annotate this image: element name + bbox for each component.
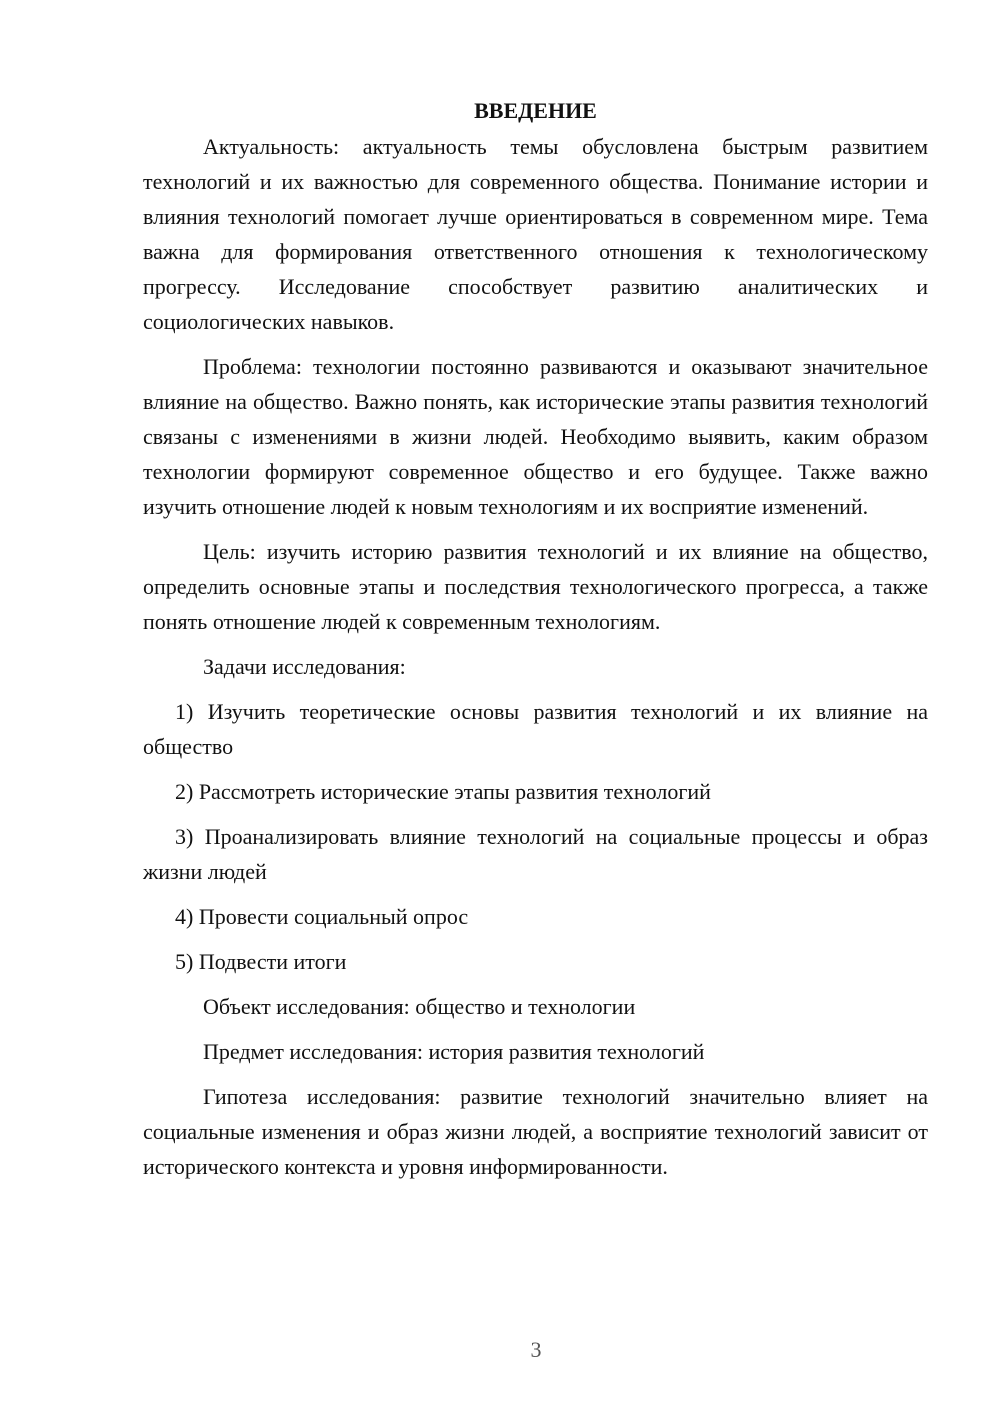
tasks-list <box>143 694 928 979</box>
relevance-paragraph: Актуальность: актуальность темы обусловлена быстрым развитием технологий и их важностью для современного общества. Понимание истории и влияния технологий помогает лучше ориентироваться в современном мире. Тема важна для формирования ответственного отношения к технологическому прогрессу. Исследование способствует развитию аналитических и социологических навыков. <box>143 134 928 334</box>
page-number: 3 <box>530 1337 542 1362</box>
page-title: ВВЕДЕНИЕ <box>474 98 597 123</box>
subject-paragraph: Предмет исследования: история развития технологий <box>203 1039 705 1064</box>
task-item: 2) Рассмотреть исторические этапы развития технологий <box>175 779 711 804</box>
hypothesis-paragraph: Гипотеза исследования: развитие технологий значительно влияет на социальные изменения и образ жизни людей, а восприятие технологий зависит от исторического контекста и уровня информированности. <box>143 1084 928 1179</box>
object-paragraph: Объект исследования: общество и технологии <box>203 994 636 1019</box>
task-item: 3) Проанализировать влияние технологий на социальные процессы и образ жизни людей <box>143 824 928 884</box>
task-item: 1) Изучить теоретические основы развития технологий и их влияние на общество <box>143 699 928 759</box>
task-item: 4) Провести социальный опрос <box>175 904 469 929</box>
task-item: 5) Подвести итоги <box>175 949 347 974</box>
document-body <box>143 92 928 1194</box>
tasks-heading: Задачи исследования: <box>203 654 406 679</box>
problem-paragraph: Проблема: технологии постоянно развиваются и оказывают значительное влияние на общество. Важно понять, как исторические этапы развития технологий связаны с изменениями в жизни людей. Необходимо выявить, каким образом технологии формируют современное общество и его будущее. Также важно изучить отношение людей к новым технологиям и их восприятие изменений. <box>143 354 928 519</box>
goal-paragraph: Цель: изучить историю развития технологий и их влияние на общество, определить основные этапы и последствия технологического прогресса, а также понять отношение людей к современным технологиям. <box>143 539 928 634</box>
